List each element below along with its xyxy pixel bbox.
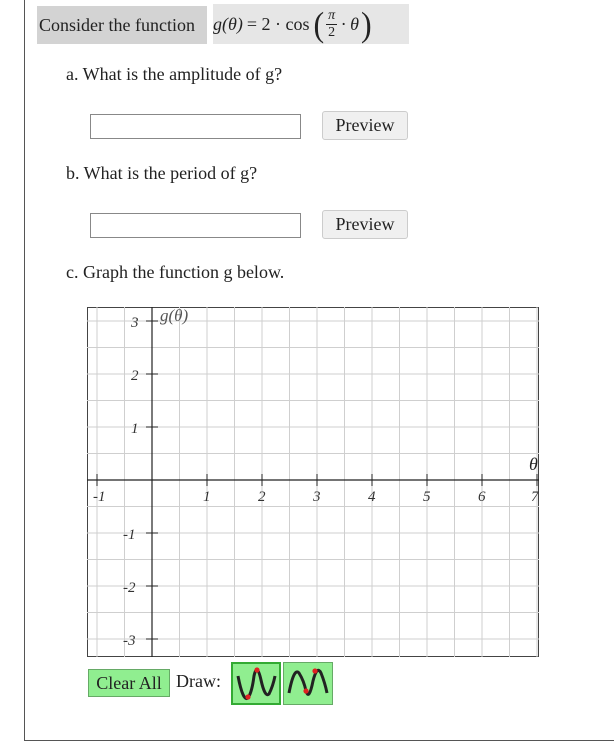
x-tick-label: 1 — [203, 489, 211, 505]
frame-bottom-border — [24, 740, 614, 741]
question-a-label: a. What is the amplitude of g? — [66, 64, 283, 84]
problem-prefix: Consider the function — [39, 15, 195, 35]
x-tick-label: -1 — [93, 489, 106, 505]
question-b-label: b. What is the period of g? — [66, 163, 258, 183]
problem-statement — [37, 6, 207, 44]
graph-ticks — [93, 315, 539, 649]
cosine-wave-tool-button[interactable] — [283, 662, 333, 705]
right-paren: ) — [361, 4, 372, 44]
left-paren: ( — [313, 4, 325, 44]
x-tick-label: 3 — [313, 489, 321, 505]
x-tick-label: 6 — [478, 489, 486, 505]
y-tick-label: -1 — [123, 527, 136, 543]
x-tick-label: 2 — [258, 489, 266, 505]
x-axis-label: θ — [529, 454, 538, 474]
amplitude-input[interactable] — [90, 114, 301, 139]
graph-border — [88, 308, 539, 657]
y-tick-label: 2 — [131, 368, 139, 384]
y-tick-label: 3 — [131, 315, 139, 331]
graph-canvas[interactable] — [87, 307, 539, 657]
fraction-numerator: π — [328, 7, 336, 23]
fraction-denominator: 2 — [328, 24, 336, 40]
y-axis-label: g(θ) — [160, 307, 189, 325]
fraction — [326, 8, 337, 41]
x-tick-label: 7 — [531, 489, 539, 505]
cosine-wave-tool-icon — [284, 663, 330, 702]
function-formula — [213, 4, 409, 44]
draw-label: Draw: — [176, 671, 221, 691]
function-equals: = 2 · cos — [246, 13, 310, 34]
graph-grid — [87, 307, 539, 657]
frame-left-border — [24, 0, 25, 741]
function-tail: · θ — [341, 13, 359, 34]
sine-wave-tool-button[interactable] — [231, 662, 281, 705]
y-tick-label: -3 — [123, 633, 136, 649]
x-tick-label: 5 — [423, 489, 431, 505]
graph-axes — [87, 307, 539, 657]
period-input[interactable] — [90, 213, 301, 238]
x-tick-label: 4 — [368, 489, 376, 505]
y-tick-label: -2 — [123, 580, 136, 596]
question-c-label: c. Graph the function g below. — [66, 262, 285, 282]
clear-all-button[interactable]: Clear All — [88, 669, 170, 697]
y-tick-label: 1 — [131, 421, 139, 437]
sine-wave-tool-icon — [233, 664, 279, 703]
function-name: g(θ) — [213, 13, 243, 34]
preview-button-b[interactable]: Preview — [322, 210, 408, 239]
preview-button-a[interactable]: Preview — [322, 111, 408, 140]
